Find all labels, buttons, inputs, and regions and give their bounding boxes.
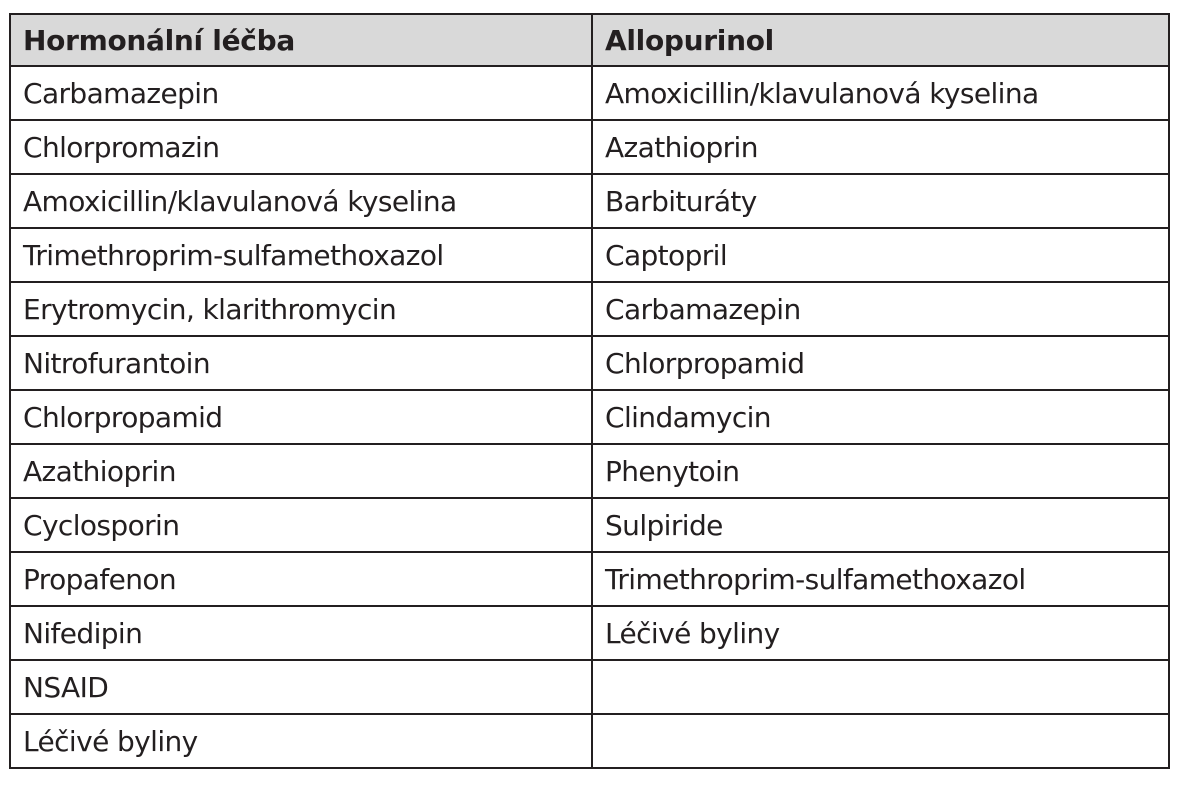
cell-hormonal: Propafenon — [10, 552, 592, 606]
cell-hormonal: Chlorpropamid — [10, 390, 592, 444]
table-row — [10, 552, 1169, 606]
cell-allopurinol: Phenytoin — [592, 444, 1169, 498]
cell-allopurinol: Clindamycin — [592, 390, 1169, 444]
table-row — [10, 336, 1169, 390]
table-row — [10, 282, 1169, 336]
cell-allopurinol: Chlorpropamid — [592, 336, 1169, 390]
cell-allopurinol: Sulpiride — [592, 498, 1169, 552]
table-header — [10, 14, 1169, 66]
cell-allopurinol: Amoxicillin/klavulanová kyselina — [592, 66, 1169, 120]
cell-hormonal: Amoxicillin/klavulanová kyselina — [10, 174, 592, 228]
cell-hormonal: Léčivé byliny — [10, 714, 592, 768]
table-row — [10, 714, 1169, 768]
cell-hormonal: Nifedipin — [10, 606, 592, 660]
table-row — [10, 390, 1169, 444]
cell-hormonal: Cyclosporin — [10, 498, 592, 552]
cell-hormonal: NSAID — [10, 660, 592, 714]
header-hormonal-treatment: Hormonální léčba — [10, 14, 592, 66]
table-row — [10, 228, 1169, 282]
cell-hormonal: Trimethroprim-sulfamethoxazol — [10, 228, 592, 282]
table-row — [10, 66, 1169, 120]
cell-hormonal: Nitrofurantoin — [10, 336, 592, 390]
header-allopurinol: Allopurinol — [592, 14, 1169, 66]
cell-allopurinol: Azathioprin — [592, 120, 1169, 174]
table-body — [10, 66, 1169, 768]
table-row — [10, 174, 1169, 228]
table-row — [10, 660, 1169, 714]
table-row — [10, 120, 1169, 174]
cell-hormonal: Erytromycin, klarithromycin — [10, 282, 592, 336]
table-row — [10, 606, 1169, 660]
cell-allopurinol: Carbamazepin — [592, 282, 1169, 336]
cell-hormonal: Chlorpromazin — [10, 120, 592, 174]
cell-allopurinol — [592, 714, 1169, 768]
cell-hormonal: Carbamazepin — [10, 66, 592, 120]
table-row — [10, 498, 1169, 552]
drug-table — [9, 13, 1170, 769]
table-row — [10, 444, 1169, 498]
cell-allopurinol: Captopril — [592, 228, 1169, 282]
cell-allopurinol: Barbituráty — [592, 174, 1169, 228]
cell-hormonal: Azathioprin — [10, 444, 592, 498]
cell-allopurinol: Trimethroprim-sulfamethoxazol — [592, 552, 1169, 606]
header-row — [10, 14, 1169, 66]
cell-allopurinol — [592, 660, 1169, 714]
cell-allopurinol: Léčivé byliny — [592, 606, 1169, 660]
